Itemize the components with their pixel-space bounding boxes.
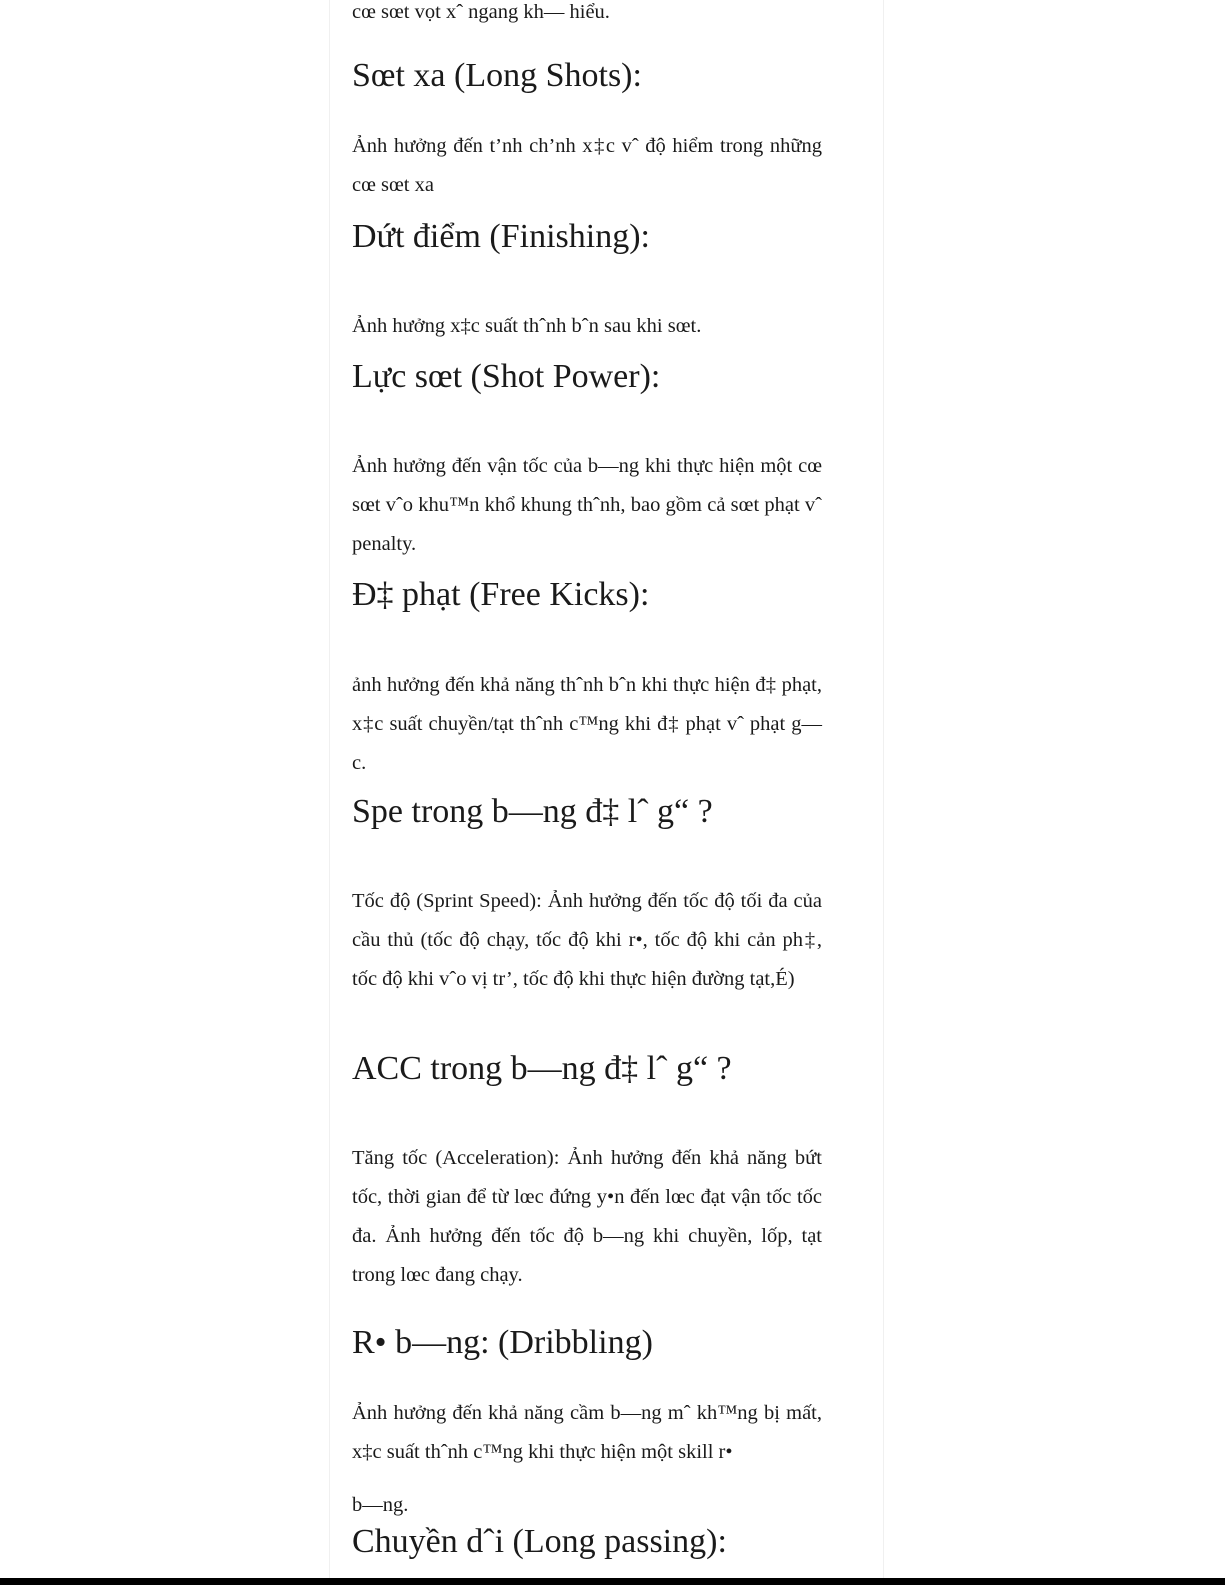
- paragraph-dribbling-tail: b—ng.: [352, 1494, 409, 1516]
- paragraph-curl-tail: cœ sœt vọt xˆ ngang kh— hiểu.: [352, 1, 610, 23]
- heading-sprint-speed: Spe trong b—ng đ‡ lˆ g“ ?: [352, 793, 713, 830]
- paragraph-free-kicks: ảnh hưởng đến khả năng thˆnh bˆn khi thực hiện đ‡ phạt, x‡c suất chuyền/tạt thˆnh c™ng khi đ‡ phạt vˆ phạt g—c.: [352, 674, 822, 774]
- heading-long-shots: Sœt xa (Long Shots):: [352, 57, 642, 94]
- paragraph-dribbling: Ảnh hưởng đến khả năng cầm b—ng mˆ kh™ng bị mất, x‡c suất thˆnh c™ng khi thực hiện một skill r•: [352, 1402, 822, 1463]
- heading-free-kicks: Đ‡ phạt (Free Kicks):: [352, 576, 650, 613]
- heading-acceleration: ACC trong b—ng đ‡ lˆ g“ ?: [352, 1050, 732, 1087]
- paragraph-shot-power: Ảnh hưởng đến vận tốc của b—ng khi thực hiện một cœ sœt vˆo khu™n khổ khung thˆnh, bao gồm cả sœt phạt vˆ penalty.: [352, 455, 822, 555]
- paragraph-finishing: Ảnh hưởng x‡c suất thˆnh bˆn sau khi sœt.: [352, 315, 702, 337]
- paragraph-long-shots: Ảnh hưởng đến t’nh ch’nh x‡c vˆ độ hiểm trong những cœ sœt xa: [352, 135, 822, 196]
- heading-long-passing: Chuyền dˆi (Long passing):: [352, 1523, 727, 1560]
- heading-dribbling: R• b—ng: (Dribbling): [352, 1324, 653, 1361]
- paragraph-sprint-speed: Tốc độ (Sprint Speed): Ảnh hưởng đến tốc độ tối đa của cầu thủ (tốc độ chạy, tốc độ khi r•, tốc độ khi cản ph‡, tốc độ khi vˆo vị tr’, tốc độ khi thực hiện đường tạt,É): [352, 890, 822, 990]
- heading-finishing: Dứt điểm (Finishing):: [352, 218, 650, 255]
- bottom-edge-bar: [0, 1578, 1225, 1585]
- document-page: [329, 0, 884, 1578]
- paragraph-acceleration: Tăng tốc (Acceleration): Ảnh hưởng đến khả năng bứt tốc, thời gian để từ lœc đứng y•n đến lœc đạt vận tốc tốc đa. Ảnh hưởng đến tốc độ b—ng khi chuyền, lốp, tạt trong lœc đang chạy.: [352, 1147, 822, 1286]
- heading-shot-power: Lực sœt (Shot Power):: [352, 358, 661, 395]
